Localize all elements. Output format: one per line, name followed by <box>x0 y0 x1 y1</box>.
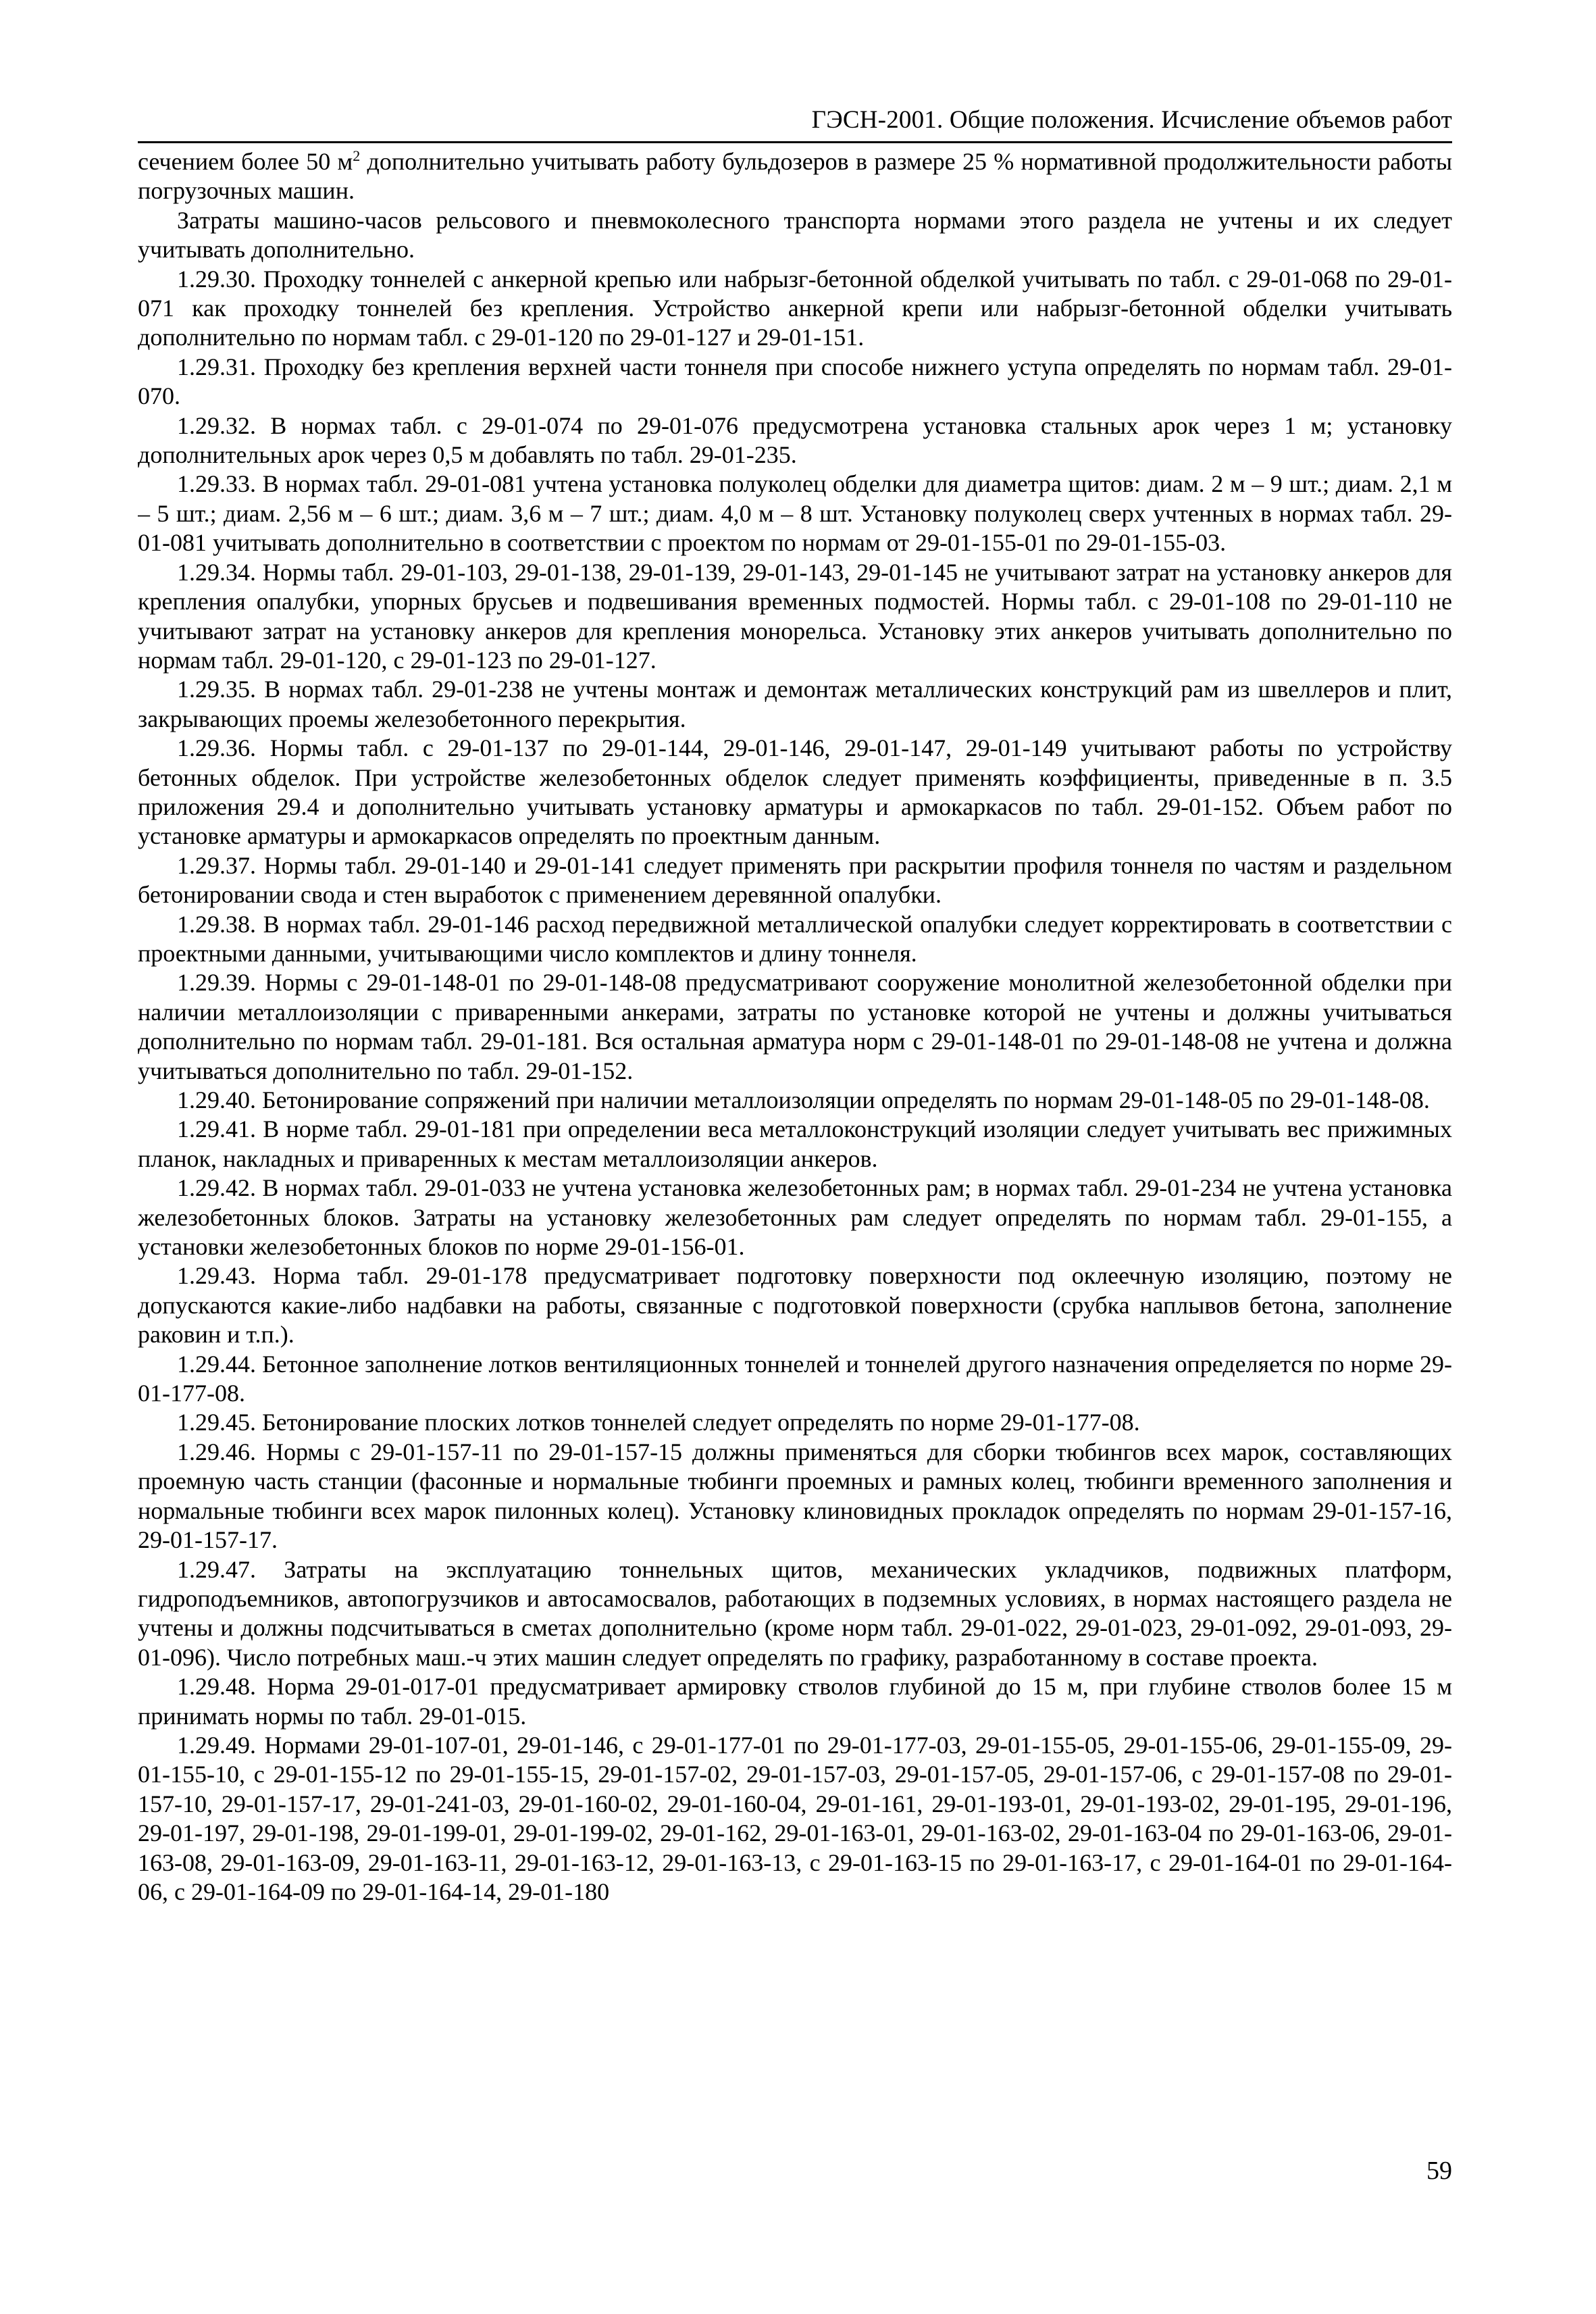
clause-1-29-43: 1.29.43. Норма табл. 29-01-178 предусматривает подготовку поверхности под оклеечную изоляцию, поэтому не допускаются какие-либо надбавки на работы, связанные с подготовкой поверхности (срубка наплывов бетона, заполнение раковин и т.п.). <box>138 1262 1452 1349</box>
intro-paragraph <box>138 147 1452 206</box>
clause-1-29-49: 1.29.49. Нормами 29-01-107-01, 29-01-146, с 29-01-177-01 по 29-01-177-03, 29-01-155-05, 29-01-155-06, 29-01-155-09, 29-01-155-10, с 29-01-155-12 по 29-01-155-15, 29-01-157-02, 29-01-157-03, 29-01-157-05, 29-01-157-06, с 29-01-157-08 по 29-01-157-10, 29-01-157-17, 29-01-241-03, 29-01-160-02, 29-01-160-04, 29-01-161, 29-01-193-01, 29-01-193-02, 29-01-195, 29-01-196, 29-01-197, 29-01-198, 29-01-199-01, 29-01-199-02, 29-01-162, 29-01-163-01, 29-01-163-02, 29-01-163-04 по 29-01-163-06, 29-01-163-08, 29-01-163-09, 29-01-163-11, 29-01-163-12, 29-01-163-13, с 29-01-163-15 по 29-01-163-17, с 29-01-164-01 по 29-01-164-06, с 29-01-164-09 по 29-01-164-14, 29-01-180 <box>138 1731 1452 1905</box>
intro-text-end: дополнительно учитывать работу бульдозеров в размере 25 % нормативной продолжительности работы погрузочных машин. <box>138 148 1452 205</box>
clause-1-29-30: 1.29.30. Проходку тоннелей с анкерной крепью или набрызг-бетонной обделкой учитывать по табл. с 29-01-068 по 29-01-071 как проходку тоннелей без крепления. Устройство анкерной крепи или набрызг-бетонной обделки учитывать дополнительно по нормам табл. с 29-01-120 по 29-01-127 и 29-01-151. <box>138 265 1452 351</box>
superscript-squared: 2 <box>353 147 361 164</box>
clause-1-29-34: 1.29.34. Нормы табл. 29-01-103, 29-01-138, 29-01-139, 29-01-143, 29-01-145 не учитывают затрат на установку анкеров для крепления опалубки, упорных брусьев и подвешивания временных подмостей. Нормы табл. с 29-01-108 по 29-01-110 не учитывают затрат на установку анкеров для крепления монорельса. Установку этих анкеров учитывать дополнительно по нормам табл. 29-01-120, с 29-01-123 по 29-01-127. <box>138 558 1452 674</box>
clause-1-29-33: 1.29.33. В нормах табл. 29-01-081 учтена установка полуколец обделки для диаметра щитов: диам. 2 м – 9 шт.; диам. 2,1 м – 5 шт.; диам. 2,56 м – 6 шт.; диам. 3,6 м – 7 шт.; диам. 4,0 м – 8 шт. Установку полуколец сверх учтенных в нормах табл. 29-01-081 учитывать дополнительно в соответствии с проектом по нормам от 29-01-155-01 по 29-01-155-03. <box>138 470 1452 557</box>
clause-1-29-38: 1.29.38. В нормах табл. 29-01-146 расход передвижной металлической опалубки следует корректировать в соответствии с проектными данными, учитывающими число комплектов и длину тоннеля. <box>138 910 1452 967</box>
clause-1-29-46: 1.29.46. Нормы с 29-01-157-11 по 29-01-157-15 должны применяться для сборки тюбингов всех марок, составляющих проемную часть станции (фасонные и нормальные тюбинги проемных и рамных колец, тюбинги временного заполнения и нормальные тюбинги всех марок пилонных колец). Установку клиновидных прокладок определять по нормам 29-01-157-16, 29-01-157-17. <box>138 1438 1452 1554</box>
running-header: ГЭСН-2001. Общие положения. Исчисление объемов работ <box>138 101 1452 143</box>
body-text <box>138 147 1452 2188</box>
clause-1-29-40: 1.29.40. Бетонирование сопряжений при наличии металлоизоляции определять по нормам 29-01-148-05 по 29-01-148-08. <box>177 1086 1430 1113</box>
clause-1-29-32: 1.29.32. В нормах табл. с 29-01-074 по 29-01-076 предусмотрена установка стальных арок через 1 м; установку дополнительных арок через 0,5 м добавлять по табл. 29-01-235. <box>138 411 1452 469</box>
clause-1-29-45: 1.29.45. Бетонирование плоских лотков тоннелей следует определять по норме 29-01-177-08. <box>177 1409 1140 1436</box>
clause-1-29-39: 1.29.39. Нормы с 29-01-148-01 по 29-01-148-08 предусматривают сооружение монолитной железобетонной обделки при наличии металлоизоляции с приваренными анкерами, затраты по установке которой не учтены и должны учитываться дополнительно по нормам табл. 29-01-181. Вся остальная арматура норм с 29-01-148-01 по 29-01-148-08 не учтена и должна учитываться дополнительно по табл. 29-01-152. <box>138 969 1452 1084</box>
clause-1-29-44: 1.29.44. Бетонное заполнение лотков вентиляционных тоннелей и тоннелей другого назначения определяется по норме 29-01-177-08. <box>138 1350 1452 1407</box>
clause-1-29-31: 1.29.31. Проходку без крепления верхней части тоннеля при способе нижнего уступа определять по нормам табл. 29-01-070. <box>138 353 1452 410</box>
clause-1-29-36: 1.29.36. Нормы табл. с 29-01-137 по 29-01-144, 29-01-146, 29-01-147, 29-01-149 учитывают работы по устройству бетонных обделок. При устройстве железобетонных обделок следует применять коэффициенты, приведенные в п. 3.5 приложения 29.4 и дополнительно учитывать установку арматуры и армокаркасов по табл. 29-01-152. Объем работ по установке арматуры и армокаркасов определять по проектным данным. <box>138 734 1452 850</box>
clause-1-29-42: 1.29.42. В нормах табл. 29-01-033 не учтена установка железобетонных рам; в нормах табл. 29-01-234 не учтена установка железобетонных блоков. Затраты на установку железобетонных рам следует определять по нормам табл. 29-01-155, а установки железобетонных блоков по норме 29-01-156-01. <box>138 1174 1452 1261</box>
clause-1-29-48: 1.29.48. Норма 29-01-017-01 предусматривает армировку стволов глубиной до 15 м, при глубине стволов более 15 м принимать нормы по табл. 29-01-015. <box>138 1673 1452 1730</box>
clause-1-29-41: 1.29.41. В норме табл. 29-01-181 при определении веса металлоконструкций изоляции следует учитывать вес прижимных планок, накладных и приваренных к местам металлоизоляции анкеров. <box>138 1115 1452 1172</box>
clause-1-29-35: 1.29.35. В нормах табл. 29-01-238 не учтены монтаж и демонтаж металлических конструкций рам из швеллеров и плит, закрывающих проемы железобетонного перекрытия. <box>138 676 1452 732</box>
paragraph-transport-costs: Затраты машино-часов рельсового и пневмоколесного транспорта нормами этого раздела не учтены и их следует учитывать дополнительно. <box>138 206 1452 263</box>
intro-text-start: сечением более 50 м <box>138 148 353 175</box>
clause-1-29-37: 1.29.37. Нормы табл. 29-01-140 и 29-01-141 следует применять при раскрытии профиля тоннеля по частям и раздельном бетонировании свода и стен выработок с применением деревянной опалубки. <box>138 851 1452 909</box>
page-number: 59 <box>1426 2157 1452 2185</box>
clause-1-29-47: 1.29.47. Затраты на эксплуатацию тоннельных щитов, механических укладчиков, подвижных платформ, гидроподъемников, автопогрузчиков и автосамосвалов, работающих в подземных условиях, в нормах настоящего раздела не учтены и должны подсчитываться в сметах дополнительно (кроме норм табл. 29-01-022, 29-01-023, 29-01-092, 29-01-093, 29-01-096). Число потребных маш.-ч этих машин следует определять по графику, разработанному в составе проекта. <box>138 1555 1452 1671</box>
